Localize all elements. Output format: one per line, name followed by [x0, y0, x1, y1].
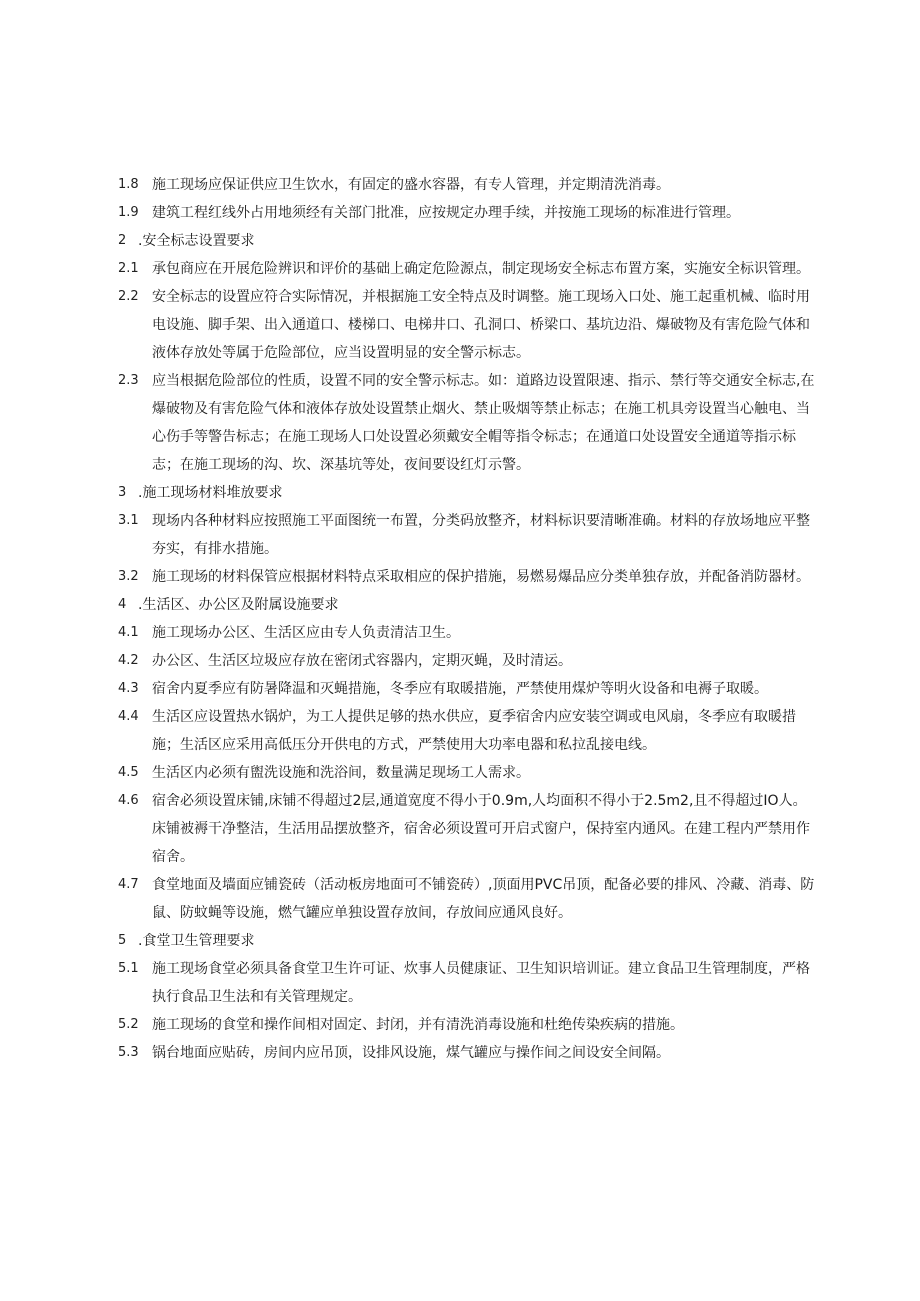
- section-number: 4: [118, 597, 127, 612]
- clause-5-2: [118, 1011, 818, 1039]
- section-number: 5: [118, 933, 127, 948]
- clause-5-3: [118, 1039, 818, 1067]
- clause-text: 建筑工程红线外占用地须经有关部门批准，应按规定办理手续，并按施工现场的标准进行管理。: [152, 205, 740, 221]
- clause-4-2: [118, 647, 818, 675]
- section-title: .生活区、办公区及附属设施要求: [138, 597, 339, 613]
- clause-3-1: [118, 507, 818, 563]
- section-3-heading: [118, 479, 818, 507]
- clause-text: 施工现场办公区、生活区应由专人负责清洁卫生。: [152, 625, 460, 641]
- clause-1-8: [118, 171, 818, 199]
- clause-number: 4.1: [118, 625, 139, 640]
- clause-number: 1.9: [118, 205, 139, 220]
- clause-number: 3.1: [118, 513, 139, 528]
- clause-text: 锅台地面应贴砖，房间内应吊顶，设排风设施，煤气罐应与操作间之间设安全间隔。: [152, 1045, 670, 1061]
- clause-number: 1.8: [118, 177, 139, 192]
- clause-number: 4.4: [118, 709, 139, 724]
- clause-number: 5.2: [118, 1017, 139, 1032]
- clause-text: 安全标志的设置应符合实际情况，并根据施工安全特点及时调整。施工现场入口处、施工起重机械、临时用电设施、脚手架、出入通道口、楼梯口、电梯井口、孔洞口、桥梁口、基坑边沿、爆破物及有害危险气体和液体存放处等属于危险部位，应当设置明显的安全警示标志。: [152, 289, 810, 361]
- clause-number: 5.1: [118, 961, 139, 976]
- clause-3-2: [118, 563, 818, 591]
- clause-text: 承包商应在开展危险辨识和评价的基础上确定危险源点，制定现场安全标志布置方案，实施安全标识管理。: [152, 261, 810, 277]
- section-number: 3: [118, 485, 127, 500]
- clause-4-7: [118, 871, 818, 927]
- clause-text: 食堂地面及墙面应铺瓷砖（活动板房地面可不铺瓷砖）,顶面用PVC吊顶，配备必要的排风、冷藏、消毒、防鼠、防蚊蝇等设施，燃气罐应单独设置存放间，存放间应通风良好。: [152, 877, 815, 921]
- section-title: .食堂卫生管理要求: [138, 933, 255, 949]
- clause-text: 生活区应设置热水锅炉，为工人提供足够的热水供应，夏季宿舍内应安装空调或电风扇，冬季应有取暖措施；生活区应采用高低压分开供电的方式，严禁使用大功率电器和私拉乱接电线。: [152, 709, 796, 753]
- clause-number: 3.2: [118, 569, 139, 584]
- clause-number: 4.7: [118, 877, 139, 892]
- clause-text: 现场内各种材料应按照施工平面图统一布置，分类码放整齐，材料标识要清晰准确。材料的存放场地应平整夯实，有排水措施。: [152, 513, 810, 557]
- clause-number: 4.2: [118, 653, 139, 668]
- clause-5-1: [118, 955, 818, 1011]
- clause-text: 施工现场食堂必须具备食堂卫生许可证、炊事人员健康证、卫生知识培训证。建立食品卫生管理制度，严格执行食品卫生法和有关管理规定。: [152, 961, 810, 1005]
- clause-number: 2.1: [118, 261, 139, 276]
- clause-text: 宿舍内夏季应有防暑降温和灭蝇措施，冬季应有取暖措施，严禁使用煤炉等明火设备和电褥子取暖。: [152, 681, 768, 697]
- clause-1-9: [118, 199, 818, 227]
- clause-text: 施工现场的食堂和操作间相对固定、封闭，并有清洗消毒设施和杜绝传染疾病的措施。: [152, 1017, 684, 1033]
- clause-2-2: [118, 283, 818, 367]
- clause-4-1: [118, 619, 818, 647]
- clause-text: 办公区、生活区垃圾应存放在密闭式容器内，定期灭蝇，及时清运。: [152, 653, 572, 669]
- clause-number: 4.3: [118, 681, 139, 696]
- clause-text: 生活区内必须有盥洗设施和洗浴间，数量满足现场工人需求。: [152, 765, 530, 781]
- section-5-heading: [118, 927, 818, 955]
- clause-4-5: [118, 759, 818, 787]
- clause-2-1: [118, 255, 818, 283]
- clause-text: 应当根据危险部位的性质，设置不同的安全警示标志。如：道路边设置限速、指示、禁行等交通安全标志,在爆破物及有害危险气体和液体存放处设置禁止烟火、禁止吸烟等禁止标志；在施工机具旁设置当心触电、当心伤手等警告标志；在施工现场人口处设置必须戴安全帽等指令标志；在通道口处设置安全通道等指示标志；在施工现场的沟、坎、深基坑等处，夜间要设红灯示警。: [152, 373, 815, 473]
- clause-4-6: [118, 787, 818, 871]
- clause-number: 4.5: [118, 765, 139, 780]
- section-number: 2: [118, 233, 127, 248]
- clause-text: 宿舍必须设置床铺,床铺不得超过2层,通道宽度不得小于0.9m,人均面积不得小于2.5m2,且不得超过IO人。床铺被褥干净整洁，生活用品摆放整齐，宿舍必须设置可开启式窗户，保持室内通风。在建工程内严禁用作宿舍。: [152, 793, 810, 865]
- clause-4-3: [118, 675, 818, 703]
- clause-text: 施工现场的材料保管应根据材料特点采取相应的保护措施，易燃易爆品应分类单独存放，并配备消防器材。: [152, 569, 810, 585]
- section-2-heading: [118, 227, 818, 255]
- section-4-heading: [118, 591, 818, 619]
- clause-number: 5.3: [118, 1045, 139, 1060]
- clause-text: 施工现场应保证供应卫生饮水，有固定的盛水容器，有专人管理，并定期清洗消毒。: [152, 177, 670, 193]
- clause-number: 2.2: [118, 289, 139, 304]
- section-title: .施工现场材料堆放要求: [138, 485, 283, 501]
- clause-number: 2.3: [118, 373, 139, 388]
- clause-number: 4.6: [118, 793, 139, 808]
- document-body: [118, 171, 818, 1067]
- section-title: .安全标志设置要求: [138, 233, 255, 249]
- clause-2-3: [118, 367, 818, 479]
- clause-4-4: [118, 703, 818, 759]
